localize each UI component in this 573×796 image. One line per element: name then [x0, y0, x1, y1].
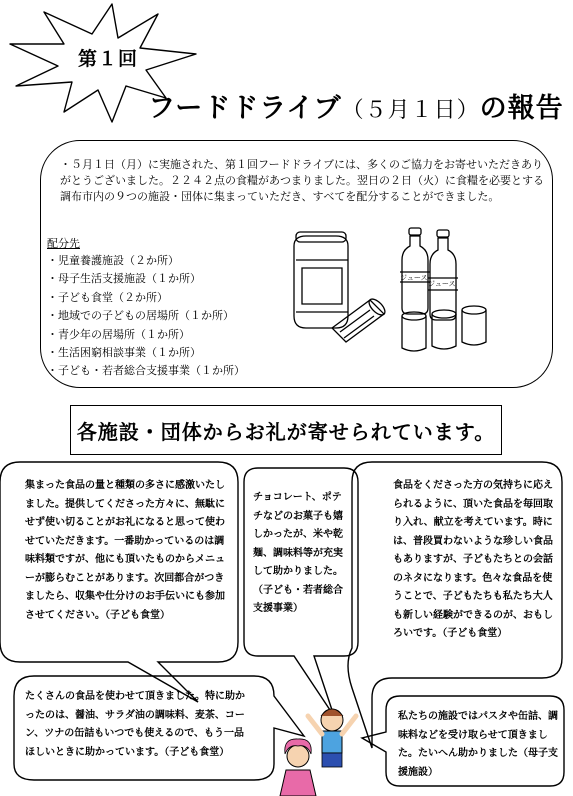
summary-paragraph: ・５月１日（月）に実施された、第１回フードドライブには、多くのご協力をお寄せいただきありがとうございました。２２４２点の食糧があつまりました。翌日の２日（火）に食糧を必要とする調布市内の９つの施設・団体に集まっていただき、すべてを配分することができました。 [60, 158, 544, 203]
list-item: ・地域での子どもの居場所（１か所） [47, 309, 234, 323]
title-suffix: の報告 [479, 93, 564, 124]
event-number-badge: 第１回 [78, 48, 139, 70]
list-item: ・子ども食堂（２か所） [47, 290, 168, 304]
bottle-label-1: ジュース [400, 274, 428, 282]
children-illustration [270, 690, 380, 796]
title-date: （５月１日） [341, 98, 480, 123]
list-item: ・青少年の居場所（１か所） [47, 327, 190, 341]
list-item: ・母子生活支援施設（１か所） [47, 272, 201, 286]
list-item: ・生活困窮相談事業（１か所） [47, 345, 201, 359]
message-kodomo-shokudo-2: 食品をくださった方の気持ちに応えられるように、頂いた食品を毎回取り入れ、献立を考えています。時には、普段買わないような珍しい食品もありますが、子どもたちとの会話のネタになります。色々な食品を使うことで、子どもたちも私たち大人も新しい経験ができるのが、おもしろいです。（子ども食堂） [393, 480, 553, 639]
distribution-heading: 配分先 [47, 237, 80, 250]
thanks-banner: 各施設・団体からお礼が寄せられています。 [70, 405, 502, 455]
title-main: フードドライブ [148, 93, 342, 124]
message-mother-child-facility: 私たちの施設ではパスタや缶詰、調味料などを受け取らせて頂きました。たいへん助かりました（母子支援施設） [398, 711, 558, 778]
message-kodomo-shokudo-3: たくさんの食品を使わせて頂きました。特に助かったのは、醤油、サラダ油の調味料、麦茶、コーン、ツナの缶詰もいつでも使えるので、もう一品ほしいときに助かっています。（子ども食堂） [25, 691, 245, 758]
message-youth-support: チョコレート、ポテチなどのお菓子も嬉しかったが、米や乾麺、調味料等が充実して助かりました。（子ども・若者総合支援事業） [253, 492, 343, 614]
bottle-label-2: ジュース [428, 280, 456, 288]
list-item: ・子ども・若者総合支援事業（１か所） [47, 364, 245, 378]
message-kodomo-shokudo-1: 集まった食品の量と種類の多さに感激いたしました。提供してくださった方々に、無駄にせず使い切ることがお礼になると思って使わせていただきます。一番助かっているのは調味料類ですが、他にも頂いたものからメニューが膨らむことがあります。次回都合がつきましたら、収集や仕分けのお手伝いにも参加させてください。（子ども食堂） [25, 480, 225, 621]
list-item: ・児童養護施設（２か所） [47, 254, 179, 267]
